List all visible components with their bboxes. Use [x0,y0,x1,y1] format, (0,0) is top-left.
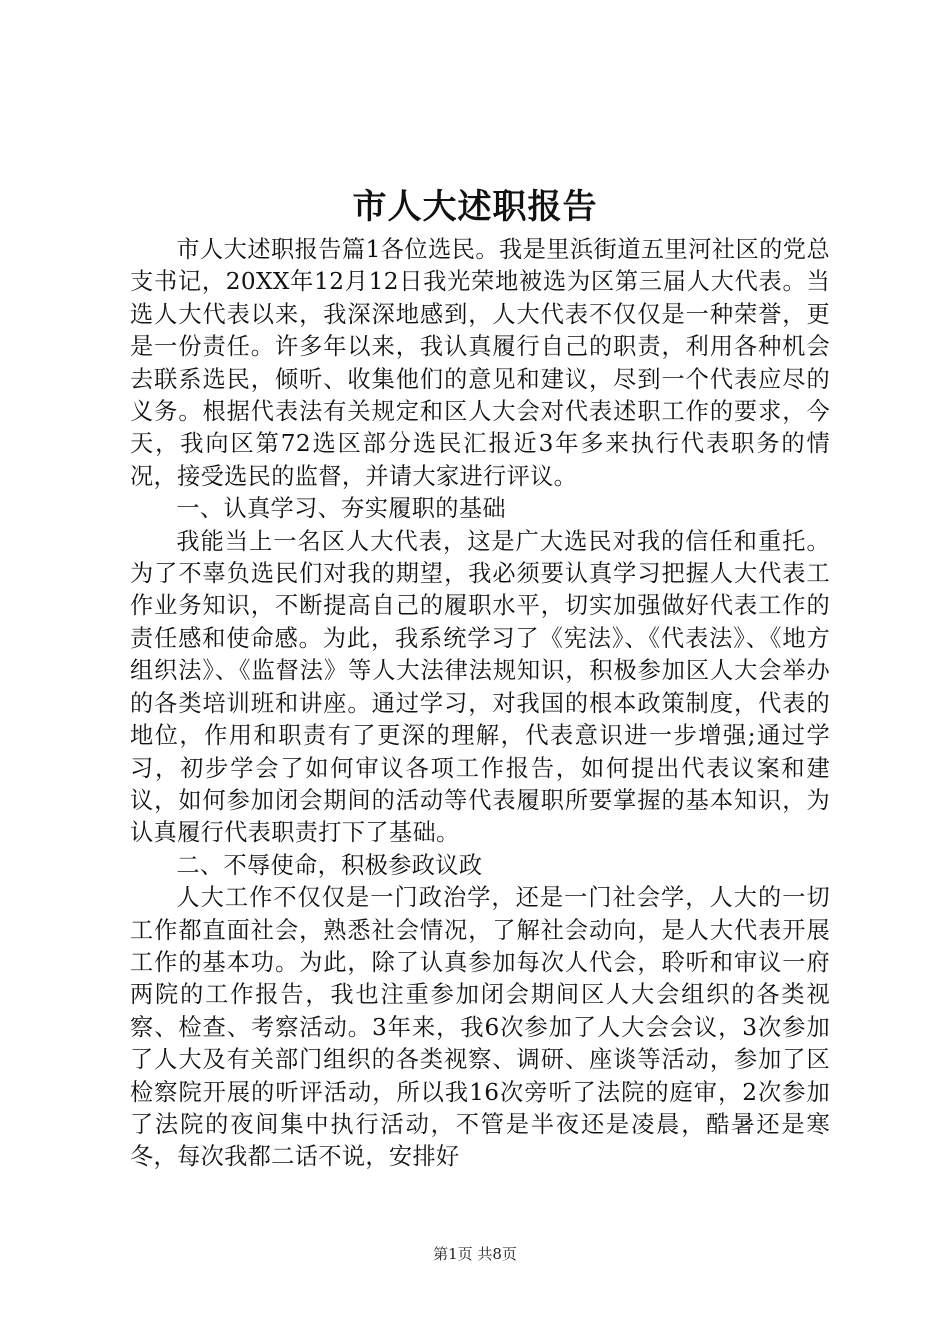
page-footer: 第1页 共8页 [433,1245,517,1263]
section-heading: 一、认真学习、夯实履职的基础 [176,495,506,523]
section-heading: 二、不辱使命，积极参政议政 [176,851,483,879]
paragraph: 市人大述职报告篇1各位选民。我是里浜街道五里河社区的党总支书记，20XX年12月12日我光荣地被选为区第三届人大代表。当选人大代表以来，我深深地感到，人大代表不仅仅是一种荣誉，更是一份责任。许多年以来，我认真履行自己的职责，利用各种机会去联系选民，倾听、收集他们的意见和建议，尽到一个代表应尽的义务。根据代表法有关规定和区人大会对代表述职工作的要求，今天，我向区第72选区部分选民汇报近3年多来执行代表职务的情况，接受选民的监督，并请大家进行评议。 [130,236,830,490]
paragraph: 人大工作不仅仅是一门政治学，还是一门社会学，人大的一切工作都直面社会，熟悉社会情况，了解社会动向，是人大代表开展工作的基本功。为此，除了认真参加每次人代会，聆听和审议一府两院的工作报告，我也注重参加闭会期间区人大会组织的各类视察、检查、考察活动。3年来，我6次参加了人大会会议，3次参加了人大及有关部门组织的各类视察、调研、座谈等活动，参加了区检察院开展的听评活动，所以我16次旁听了法院的庭审，2次参加了法院的夜间集中执行活动，不管是半夜还是凌晨，酷暑还是寒冬，每次我都二话不说，安排好 [130,884,830,1171]
paragraph: 我能当上一名区人大代表，这是广大选民对我的信任和重托。为了不辜负选民们对我的期望，我必须要认真学习把握人大代表工作业务知识，不断提高自己的履职水平，切实加强做好代表工作的责任感和使命感。为此，我系统学习了《宪法》、《代表法》、《地方组织法》、《监督法》等人大法律法规知识，积极参加区人大会举办的各类培训班和讲座。通过学习，对我国的根本政策制度，代表的地位，作用和职责有了更深的理解，代表意识进一步增强;通过学习，初步学会了如何审议各项工作报告，如何提出代表议案和建议，如何参加闭会期间的活动等代表履职所要掌握的基本知识，为认真履行代表职责打下了基础。 [130,527,830,847]
document-body [130,234,830,1174]
document-title: 市人大述职报告 [352,187,598,227]
